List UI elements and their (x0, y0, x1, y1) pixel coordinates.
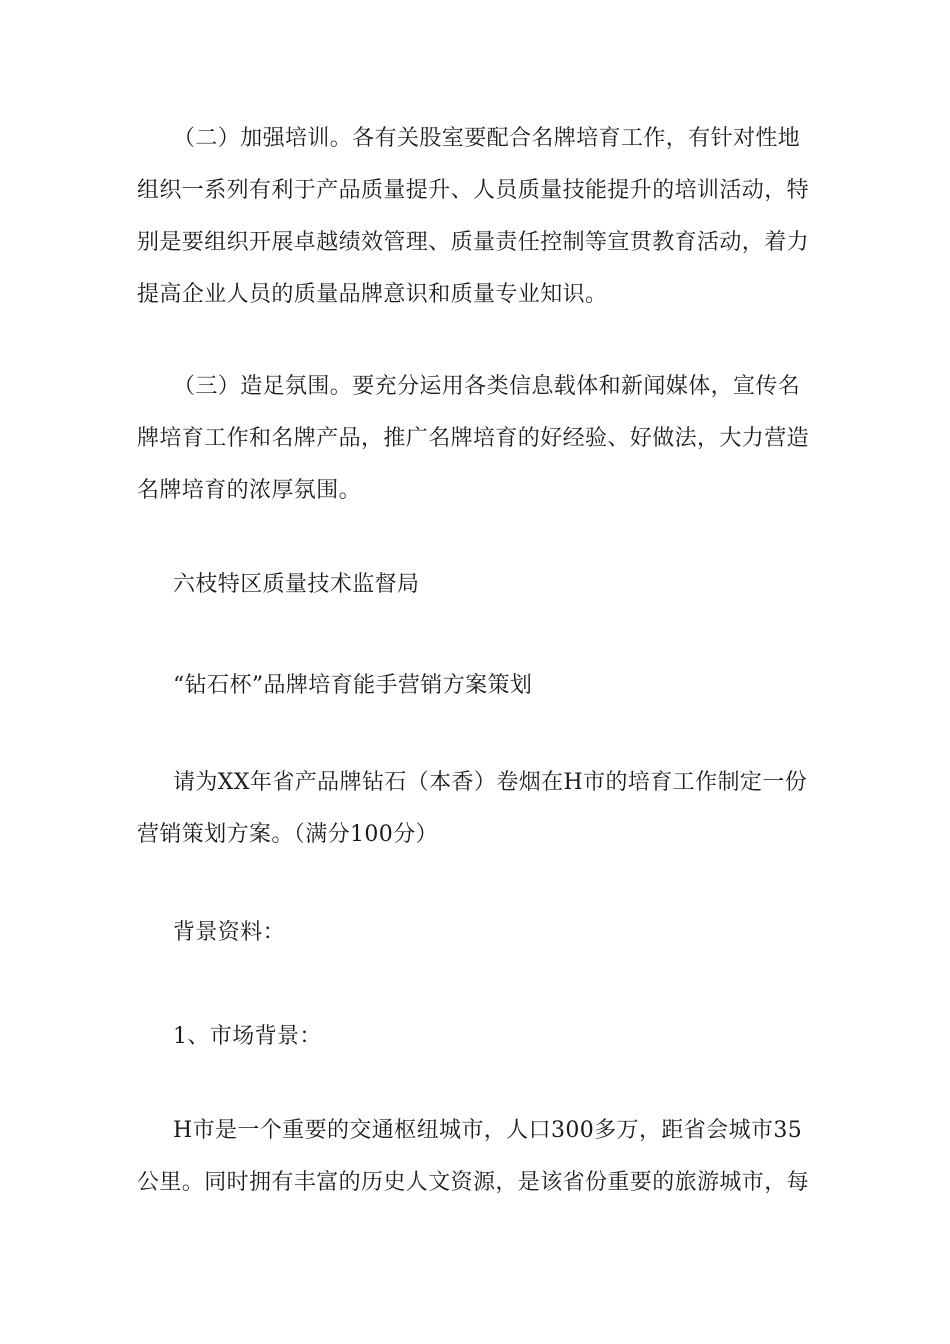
text-line: 提高企业人员的质量品牌意识和质量专业知识。 (137, 282, 608, 307)
paragraph-section-two (137, 113, 809, 321)
background-heading (137, 907, 809, 959)
text-line: 别是要组织开展卓越绩效管理、质量责任控制等宣贯教育活动，着力 (137, 230, 810, 255)
text-line: 名牌培育的浓厚氛围。 (137, 478, 362, 503)
text-line: （二）加强培训。各有关股室要配合名牌培育工作，有针对性地 (173, 126, 801, 151)
text-line: 组织一系列有利于产品质量提升、人员质量技能提升的培训活动，特 (137, 178, 810, 203)
text-line: 背景资料： (173, 920, 286, 945)
text-line: （三）造足氛围。要充分运用各类信息载体和新闻媒体，宣传名 (173, 374, 801, 399)
text-line: 公里。同时拥有丰富的历史人文资源，是该省份重要的旅游城市，每 (137, 1170, 810, 1195)
text-line: 请为XX年省产品牌钻石（本香）卷烟在H市的培育工作制定一份 (173, 770, 808, 795)
market-heading (137, 1011, 809, 1063)
text-line: 牌培育工作和名牌产品，推广名牌培育的好经验、好做法，大力营造 (137, 426, 810, 451)
text-line: 1、市场背景： (173, 1024, 322, 1049)
issuer-line (137, 559, 809, 611)
document-title (137, 660, 809, 712)
paragraph-task (137, 757, 809, 861)
paragraph-section-three (137, 361, 809, 517)
text-line: “钻石杯”品牌培育能手营销方案策划 (173, 673, 533, 698)
text-line: H市是一个重要的交通枢纽城市，人口300多万，距省会城市35 (173, 1118, 803, 1143)
text-line: 营销策划方案。（满分100分） (137, 822, 438, 847)
text-line: 六枝特区质量技术监督局 (173, 572, 420, 597)
paragraph-market (137, 1105, 809, 1209)
